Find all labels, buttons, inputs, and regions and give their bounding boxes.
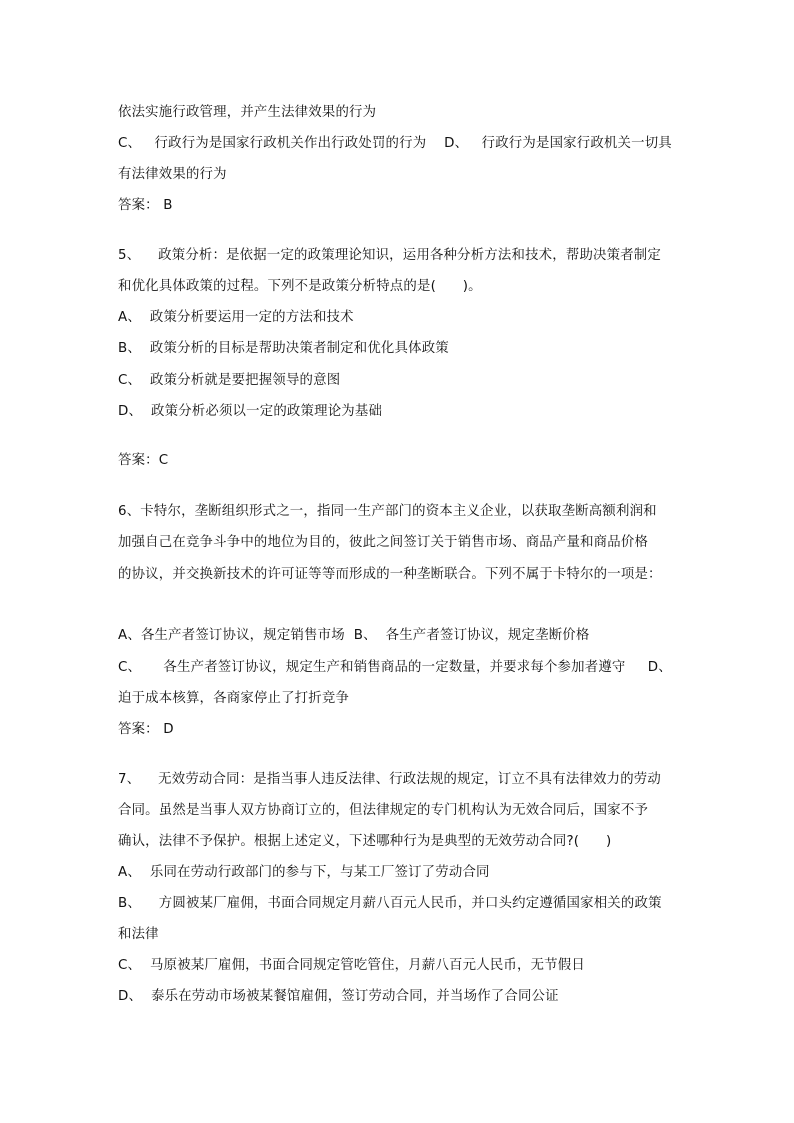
- option-c: C、 马原被某厂雇佣，书面合同规定管吃管住，月薪八百元人民币，无节假日: [118, 958, 585, 973]
- option-d: D、 政策分析必须以一定的政策理论为基础: [118, 404, 383, 419]
- answer-line: 答案： B: [118, 198, 173, 213]
- text-line: C、 行政行为是国家行政机关作出行政处罚的行为 D、 行政行为是国家行政机关一切具: [118, 136, 672, 151]
- question-6: 6、卡特尔，垄断组织形式之一，指同一生产部门的资本主义企业，以获取垄断高额利润和: [118, 504, 657, 519]
- text-line: 依法实施行政管理，并产生法律效果的行为: [118, 105, 377, 120]
- text-line: 的协议，并交换新技术的许可证等等而形成的一种垄断联合。下列不属于卡特尔的一项是：: [118, 567, 662, 582]
- option-c: C、 各生产者签订协议，规定生产和销售商品的一定数量，并要求每个参加者遵守 D、: [118, 660, 672, 675]
- option-a: A、 政策分析要运用一定的方法和技术: [118, 310, 354, 325]
- answer-line: 答案： D: [118, 722, 174, 737]
- text-line: 和法律: [118, 927, 159, 942]
- answer-line: 答案：C: [118, 453, 169, 468]
- text-line: 和优化具体政策的过程。下列不是政策分析特点的是( )。: [118, 279, 482, 294]
- option-a: A、 乐同在劳动行政部门的参与下，与某工厂签订了劳动合同: [118, 865, 490, 880]
- option-b: B、 政策分析的目标是帮助决策者制定和优化具体政策: [118, 341, 449, 356]
- option-ab: A、各生产者签订协议，规定销售市场 B、 各生产者签订协议，规定垄断价格: [118, 628, 590, 643]
- option-c: C、 政策分析就是要把握领导的意图: [118, 373, 341, 388]
- text-line: 确认，法律不予保护。根据上述定义，下述哪种行为是典型的无效劳动合同?( ): [118, 834, 612, 849]
- text-line: 加强自己在竞争斗争中的地位为目的，彼此之间签订关于销售市场、商品产量和商品价格: [118, 535, 649, 550]
- question-5: 5、 政策分析：是依据一定的政策理论知识，运用各种分析方法和技术，帮助决策者制定: [118, 248, 661, 263]
- option-b: B、 方圆被某厂雇佣，书面合同规定月薪八百元人民币，并口头约定遵循国家相关的政策: [118, 896, 662, 911]
- text-line: 有法律效果的行为: [118, 167, 227, 182]
- option-d: D、 泰乐在劳动市场被某餐馆雇佣，签订劳动合同，并当场作了合同公证: [118, 989, 559, 1004]
- text-line: 合同。虽然是当事人双方协商订立的，但法律规定的专门机构认为无效合同后，国家不予: [118, 803, 649, 818]
- question-7: 7、 无效劳动合同：是指当事人违反法律、行政法规的规定，订立不具有法律效力的劳动: [118, 772, 661, 787]
- text-line: 迫于成本核算，各商家停止了打折竞争: [118, 691, 350, 706]
